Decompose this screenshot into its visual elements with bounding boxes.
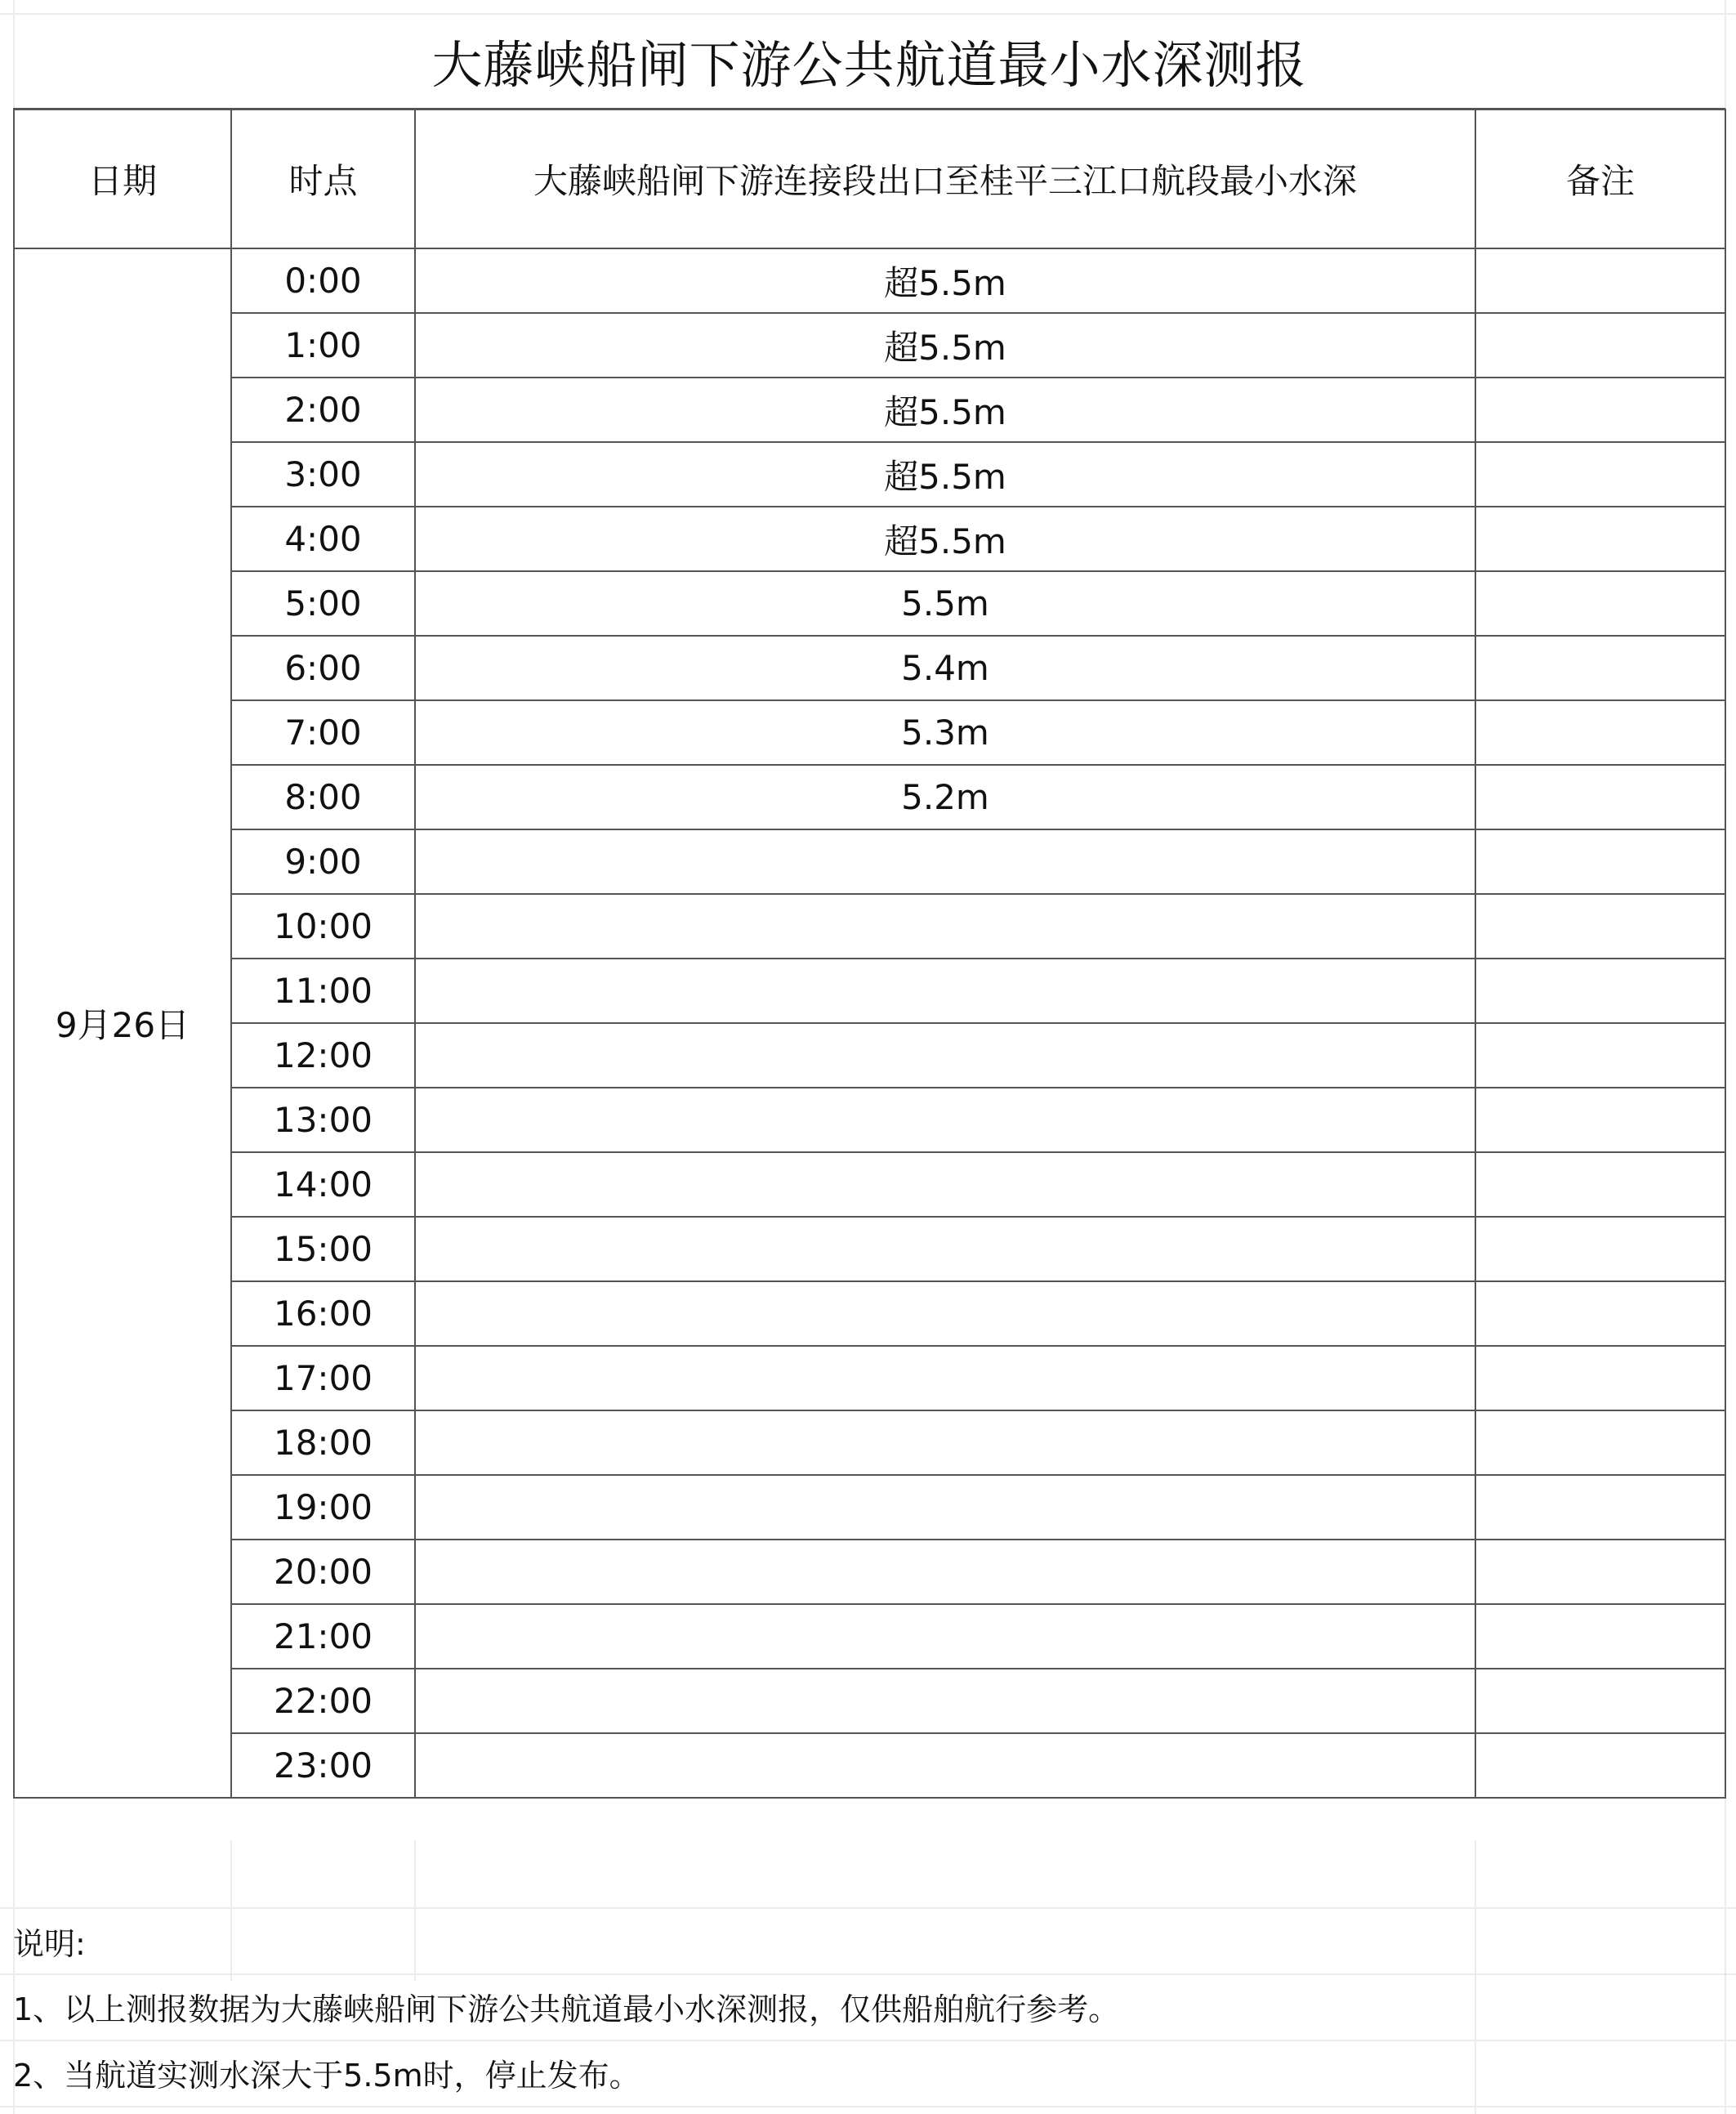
depth-cell: [415, 959, 1475, 1023]
table-row: [14, 507, 1725, 571]
time-cell: 2:00: [231, 378, 415, 442]
table-row: [14, 1540, 1725, 1604]
header-min-depth: 大藤峡船闸下游连接段出口至桂平三江口航段最小水深: [415, 109, 1475, 248]
time-cell: 3:00: [231, 442, 415, 507]
depth-cell: 5.2m: [415, 765, 1475, 829]
table-header-row: [14, 109, 1725, 248]
remark-cell: [1475, 1475, 1725, 1540]
time-cell: 1:00: [231, 313, 415, 378]
table-row: [14, 765, 1725, 829]
header-remarks: 备注: [1475, 109, 1725, 248]
depth-cell: 超5.5m: [415, 507, 1475, 571]
time-cell: 22:00: [231, 1669, 415, 1733]
time-cell: 11:00: [231, 959, 415, 1023]
depth-cell: [415, 1669, 1475, 1733]
depth-cell: 超5.5m: [415, 313, 1475, 378]
remark-cell: [1475, 1540, 1725, 1604]
time-cell: 23:00: [231, 1733, 415, 1798]
table-row: [14, 313, 1725, 378]
remark-cell: [1475, 313, 1725, 378]
table-row: [14, 636, 1725, 700]
depth-cell: 超5.5m: [415, 442, 1475, 507]
table-row: [14, 248, 1725, 313]
header-date: 日期: [14, 109, 231, 248]
table-row: [14, 571, 1725, 636]
table-row: [14, 1281, 1725, 1346]
remark-cell: [1475, 378, 1725, 442]
depth-cell: [415, 1475, 1475, 1540]
time-cell: 21:00: [231, 1604, 415, 1669]
depth-cell: 5.3m: [415, 700, 1475, 765]
table-row: [14, 442, 1725, 507]
time-cell: 0:00: [231, 248, 415, 313]
table-row: [14, 1733, 1725, 1798]
remark-cell: [1475, 636, 1725, 700]
depth-cell: [415, 1733, 1475, 1798]
table-body: [14, 248, 1725, 1798]
time-cell: 8:00: [231, 765, 415, 829]
depth-cell: 超5.5m: [415, 378, 1475, 442]
table-row: [14, 1152, 1725, 1217]
time-cell: 20:00: [231, 1540, 415, 1604]
remark-cell: [1475, 829, 1725, 894]
remark-cell: [1475, 442, 1725, 507]
time-cell: 9:00: [231, 829, 415, 894]
time-cell: 19:00: [231, 1475, 415, 1540]
time-cell: 16:00: [231, 1281, 415, 1346]
table-row: [14, 1023, 1725, 1088]
depth-cell: [415, 1088, 1475, 1152]
table-row: [14, 959, 1725, 1023]
grid-line: [1475, 1840, 1476, 2114]
remark-cell: [1475, 959, 1725, 1023]
remark-cell: [1475, 1088, 1725, 1152]
time-cell: 4:00: [231, 507, 415, 571]
table-row: [14, 700, 1725, 765]
depth-cell: [415, 1346, 1475, 1410]
page-title: 大藤峡船闸下游公共航道最小水深测报: [13, 13, 1725, 109]
remark-cell: [1475, 1023, 1725, 1088]
time-cell: 5:00: [231, 571, 415, 636]
table-row: [14, 1604, 1725, 1669]
time-cell: 18:00: [231, 1410, 415, 1475]
remark-cell: [1475, 1669, 1725, 1733]
depth-report-table: [13, 109, 1726, 1799]
date-cell: 9月26日: [14, 248, 231, 1798]
time-cell: 14:00: [231, 1152, 415, 1217]
table-row: [14, 1669, 1725, 1733]
note-line-2: 2、当航道实测水深大于5.5m时，停止发布。: [13, 2058, 640, 2094]
table-row: [14, 829, 1725, 894]
time-cell: 7:00: [231, 700, 415, 765]
remark-cell: [1475, 1152, 1725, 1217]
depth-cell: [415, 1152, 1475, 1217]
depth-cell: [415, 1604, 1475, 1669]
remark-cell: [1475, 1346, 1725, 1410]
remark-cell: [1475, 1733, 1725, 1798]
table-row: [14, 1088, 1725, 1152]
header-time: 时点: [231, 109, 415, 248]
depth-cell: 5.5m: [415, 571, 1475, 636]
depth-cell: 5.4m: [415, 636, 1475, 700]
time-cell: 6:00: [231, 636, 415, 700]
table-row: [14, 1346, 1725, 1410]
table-row: [14, 894, 1725, 959]
remark-cell: [1475, 1604, 1725, 1669]
remark-cell: [1475, 1281, 1725, 1346]
remark-cell: [1475, 700, 1725, 765]
table-row: [14, 1475, 1725, 1540]
remark-cell: [1475, 507, 1725, 571]
depth-cell: [415, 1540, 1475, 1604]
remark-cell: [1475, 248, 1725, 313]
remark-cell: [1475, 571, 1725, 636]
remark-cell: [1475, 1217, 1725, 1281]
depth-cell: [415, 894, 1475, 959]
time-cell: 12:00: [231, 1023, 415, 1088]
depth-cell: [415, 1023, 1475, 1088]
depth-cell: [415, 829, 1475, 894]
remark-cell: [1475, 894, 1725, 959]
depth-cell: [415, 1217, 1475, 1281]
notes-label: 说明:: [13, 1926, 86, 1962]
time-cell: 13:00: [231, 1088, 415, 1152]
depth-cell: 超5.5m: [415, 248, 1475, 313]
depth-cell: [415, 1281, 1475, 1346]
grid-line: [230, 1840, 232, 1981]
table-row: [14, 1217, 1725, 1281]
remark-cell: [1475, 1410, 1725, 1475]
table-row: [14, 378, 1725, 442]
table-row: [14, 1410, 1725, 1475]
grid-line: [414, 1840, 416, 1981]
time-cell: 10:00: [231, 894, 415, 959]
time-cell: 15:00: [231, 1217, 415, 1281]
note-line-1: 1、以上测报数据为大藤峡船闸下游公共航道最小水深测报，仅供船舶航行参考。: [13, 1991, 1120, 2027]
time-cell: 17:00: [231, 1346, 415, 1410]
remark-cell: [1475, 765, 1725, 829]
depth-cell: [415, 1410, 1475, 1475]
